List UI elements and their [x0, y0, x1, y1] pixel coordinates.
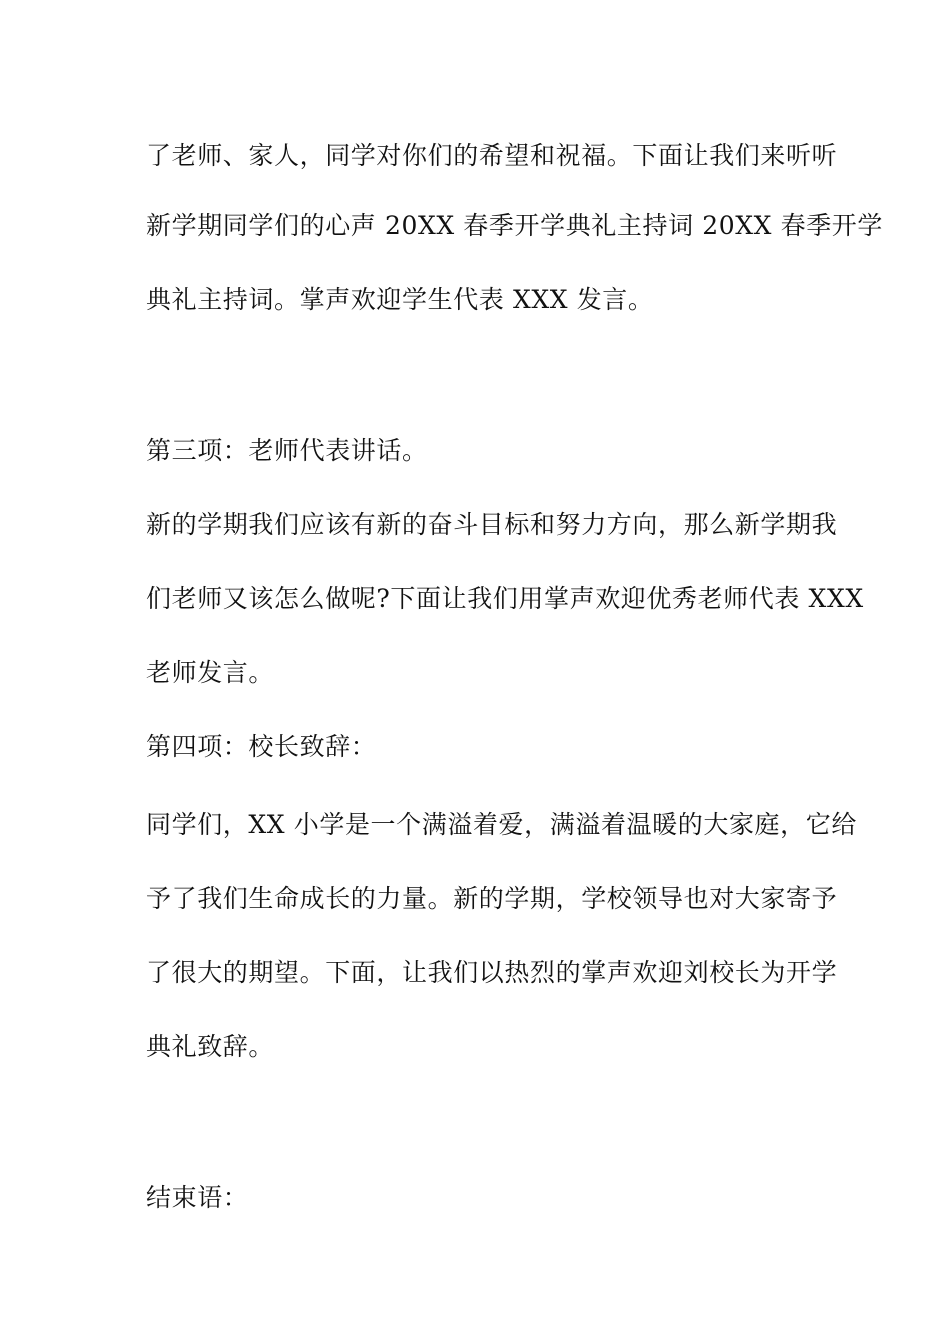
paragraph-line-9: 了很大的期望。下面，让我们以热烈的掌声欢迎刘校长为开学: [146, 958, 838, 987]
paragraph-line-10: 典礼致辞。: [146, 1032, 275, 1061]
paragraph-line-4: 新的学期我们应该有新的奋斗目标和努力方向，那么新学期我: [146, 510, 838, 539]
section-heading-3: 第三项：老师代表讲话。: [146, 436, 428, 465]
paragraph-line-7: 同学们，XX 小学是一个满溢着爱，满溢着温暖的大家庭，它给: [146, 810, 857, 839]
paragraph-line-1: 了老师、家人，同学对你们的希望和祝福。下面让我们来听听: [146, 141, 838, 170]
paragraph-line-8: 予了我们生命成长的力量。新的学期，学校领导也对大家寄予: [146, 884, 838, 913]
closing-heading: 结束语：: [146, 1183, 249, 1212]
section-heading-4: 第四项：校长致辞：: [146, 732, 377, 761]
paragraph-line-6: 老师发言。: [146, 658, 275, 687]
paragraph-line-5: 们老师又该怎么做呢?下面让我们用掌声欢迎优秀老师代表 XXX: [146, 584, 864, 613]
paragraph-line-2: 新学期同学们的心声 20XX 春季开学典礼主持词 20XX 春季开学: [146, 211, 884, 240]
paragraph-line-3: 典礼主持词。掌声欢迎学生代表 XXX 发言。: [146, 285, 654, 314]
